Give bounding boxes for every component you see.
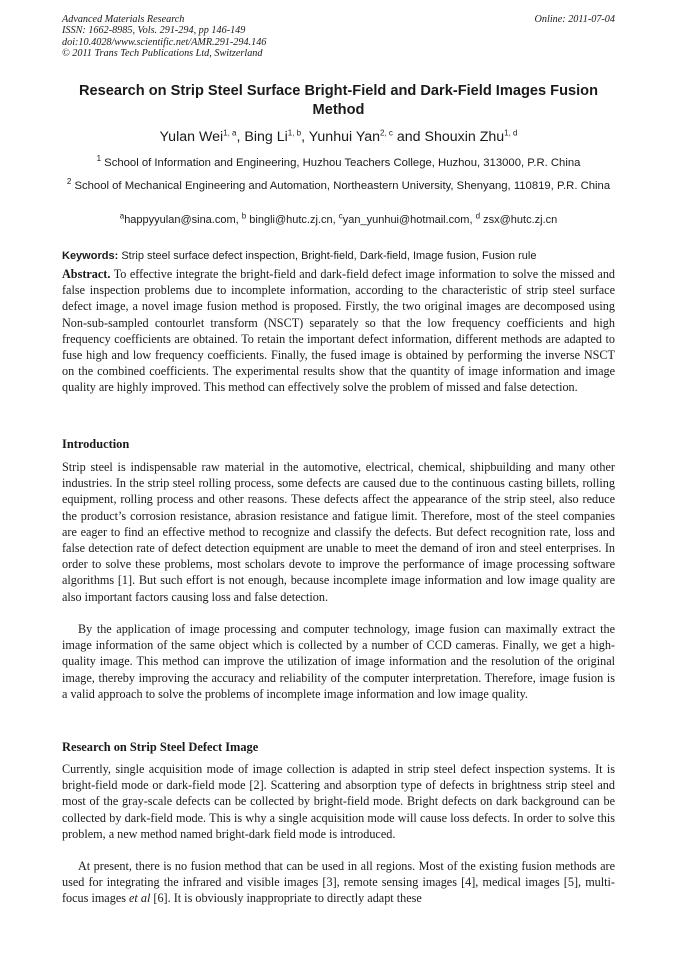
paragraph: Currently, single acquisition mode of image collection is adapted in strip steel defect inspection systems. It is bright-field mode or dark-field mode [2]. Scattering and absorption type of defects in brightness strip steel and most of the gray-scale defects can be collected by bright-field mode. Bright defects on dark background can be collected by dark-field mode. This is why a single acquisition mode will cause loss defects. In order to solve this problem, a new method named bright-dark field mode is introduced. — [62, 762, 615, 841]
author-name: Bing Li — [244, 129, 288, 145]
journal-issn: ISSN: 1662-8985, Vols. 291-294, pp 146-149 — [62, 25, 246, 37]
author-affil-mark: 1, d — [504, 128, 518, 138]
journal-copyright: © 2011 Trans Tech Publications Ltd, Switzerland — [62, 48, 263, 60]
affiliation-mark: 2 — [66, 177, 72, 187]
email-list: $^a$happyyulan@sina.com, $^b$ bingli@hutc.zj.cn, $^c$yan_yunhui@hotmail.com, $^d$ zsx@hutc.zj.cn — [119, 211, 558, 226]
paragraph-italic: et al — [129, 891, 151, 906]
author-name: Yunhui Yan — [308, 129, 381, 145]
paragraph-text: At present, there is no fusion method that can be used in all regions. Most of the existing fusion methods are used for integrating the infrared and visible images [3], remote sensing images [4], medical images [5], multi-focus images — [62, 859, 615, 906]
author-name: Yulan Wei — [159, 129, 224, 145]
email-link[interactable]: happyyulan@sina.com — [124, 214, 236, 226]
email-mark: a — [119, 211, 125, 221]
author-affil-mark: 2, c — [380, 128, 393, 138]
paragraph: Strip steel is indispensable raw material in the automotive, electrical, chemical, shipbuilding and many other industries. In the strip steel rolling process, some defects are caused due to the continuous casting billets, rolling equipment, rolling process and other reasons. These defects affect the appearance of the strip steel, also reduce the product’s corrosion resistance, abrasion resistance and fatigue limit. Therefore, most of the steel companies are eager to find an effective method to recognize and classify the defects. But defect recognition rate, loss and false detection rate of defect detection equipment are unable to meet the demand of iron and steel enterprises. In order to solve these problems, most scholars devote to improve the performance of image processing software algorithms [1]. But such effort is not enough, because incomplete image information and low image quality are also important factors causing loss and false detection. — [62, 460, 615, 604]
affiliation-text: School of Information and Engineering, Huzhou Teachers College, Huzhou, 313000, P.R. China — [104, 157, 581, 169]
affiliation-mark: 1 — [96, 154, 102, 164]
abstract-text: To effective integrate the bright-field and dark-field defect image information to solve the missed and false inspection problems due to incomplete information, according to the characteristic of strip steel surface defect image, a novel image fusion method is proposed. Firstly, the two original images are decomposed using Non-sub-sampled contourlet transform (NSCT) separately so that the low frequency coefficients and high frequency coefficients are obtained. To retain the important defect information, different methods are adapted to fuse high and low frequency coefficients. Finally, the fused image is obtained by performing the inverse NSCT on the combined coefficients. The experimental results show that the quantity of image information and image quality are highly improved. This method can effectively solve the problem of missed and false detection. — [62, 267, 616, 395]
affiliation-1 — [62, 155, 615, 171]
keywords-line — [62, 249, 615, 264]
author-separator: , — [236, 129, 245, 145]
paragraph-text: [6]. It is obviously inappropriate to directly adapt these — [150, 891, 422, 906]
email-link[interactable]: yan_yunhui@hotmail.com — [342, 214, 470, 226]
email-mark: b — [241, 211, 247, 221]
keywords-label: Keywords: — [62, 250, 119, 262]
email-mark: c — [338, 211, 343, 221]
online-date: Online: 2011-07-04 — [534, 14, 615, 25]
journal-doi: doi:10.4028/www.scientific.net/AMR.291-294.146 — [62, 36, 267, 48]
section-heading-defect-image: Research on Strip Steel Defect Image — [62, 740, 259, 754]
section-heading-introduction: Introduction — [62, 437, 130, 451]
affiliation-2 — [62, 178, 615, 194]
abstract — [62, 266, 615, 396]
keywords-text: Strip steel surface defect inspection, Bright-field, Dark-field, Image fusion, Fusion rule — [121, 250, 537, 262]
author-affil-mark: 1, a — [223, 128, 237, 138]
paper-title: Research on Strip Steel Surface Bright-Field and Dark-Field Images Fusion Method — [78, 83, 598, 118]
author-list — [62, 128, 615, 146]
journal-name: Advanced Materials Research — [62, 14, 185, 25]
abstract-label: Abstract. — [62, 267, 111, 281]
email-link[interactable]: bingli@hutc.zj.cn — [249, 214, 333, 226]
author-affil-mark: 1, b — [287, 128, 302, 138]
email-link[interactable]: zsx@hutc.zj.cn — [483, 214, 558, 226]
journal-header — [62, 14, 615, 60]
author-separator: and — [392, 129, 425, 145]
paragraph: By the application of image processing and computer technology, image fusion can maximally extract the image information of the same object which is collected by a number of CCD cameras. Finally, we get a high-quality image. This method can improve the utilization of image information and the resolution of the original image, thereby improving the accuracy and reliability of the computer interpretation. Therefore, image fusion is a valid approach to solve the problems of incomplete image information and low image quality. — [62, 622, 615, 701]
paragraph — [62, 858, 615, 907]
email-mark: d — [475, 211, 481, 221]
author-name: Shouxin Zhu — [424, 129, 505, 145]
affiliation-text: School of Mechanical Engineering and Automation, Northeastern University, Shenyang, 110819, P.R. China — [74, 180, 611, 192]
author-separator: , — [301, 129, 309, 145]
